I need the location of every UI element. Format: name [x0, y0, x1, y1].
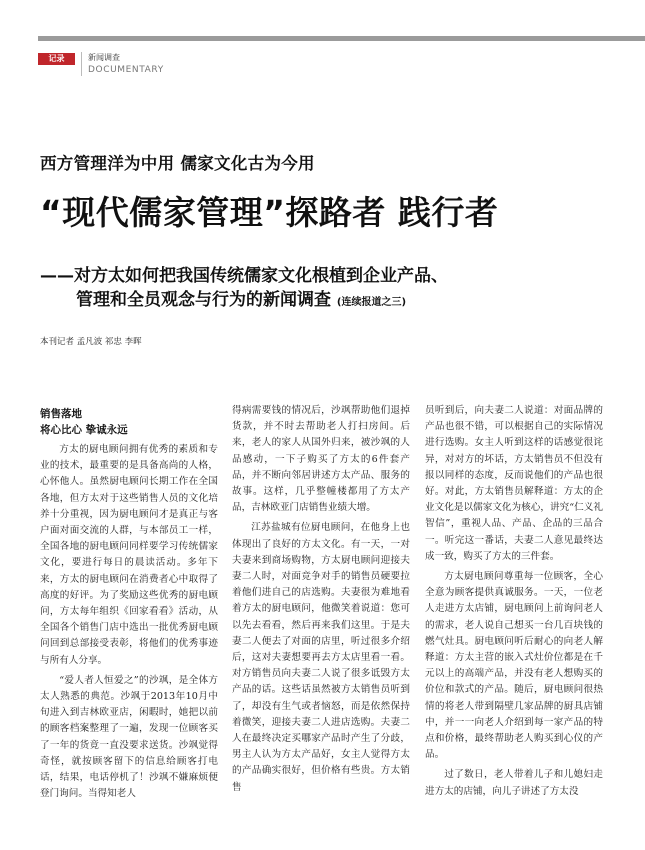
article-subtitle-line1: ——对方太如何把我国传统儒家文化根植到企业产品、	[40, 266, 448, 286]
section-badge: 记录	[38, 53, 75, 65]
paragraph: 员听到后，向夫妻二人说道：对面品牌的产品也很不错，可以根据自己的实际情况进行选购。女主人听到这样的话感觉很诧异，对对方的坏话，方太销售员不但没有报以同样的态度，反而说他们的产品也很好。对此，方太销售员解释道：方太的企业文化是以儒家文化为核心，讲究“仁义礼智信”，重视人品、产品、企品的三品合一。听完这一番话，夫妻二人意见最终达成一致，购买了方太的三件套。	[425, 405, 603, 562]
subtitle-main: 管理和全员观念与行为的新闻调查	[76, 290, 331, 310]
article-title: “现代儒家管理”探路者 践行者	[40, 193, 499, 232]
paragraph: 方太的厨电顾问拥有优秀的素质和专业的技术，最重要的是具备高尚的人格，心怀他人。虽然厨电顾问长期工作在全国各地，但方太对于这些销售人员的文化培养十分重视，因为厨电顾问才是真正与客户面对面交流的人群，与本部员工一样，全国各地的厨电顾问同样要学习传统儒家文化，要进行每日的晨读活动。多年下来，方太的厨电顾问在消费者心中取得了高度的好评。为了奖励这些优秀的厨电顾问，方太每年组织《回家看看》活动，从全国各个销售门店中选出一批优秀厨电顾问回到总部接受表彰，将他们的优秀事迹与所有人分享。	[40, 444, 218, 666]
paragraph: 方太厨电顾问尊重每一位顾客，全心全意为顾客提供真诚服务。一天，一位老人走进方太店铺，厨电顾问上前询问老人的需求，老人说自己想买一台几百块钱的燃气灶具。厨电顾问听后耐心的向老人解释道：方太主营的嵌入式灶价位都是在千元以上的高端产品，并没有老人想购买的价位和款式的产品。随后，厨电顾问很热情的将老人带到隔壁几家品牌的厨具店铺中，并一一向老人介绍到每一家产品的特点和价格，最终帮助老人购买到心仪的产品。	[425, 571, 603, 761]
paragraph: “爱人者人恒爱之”的沙飒，是全体方太人熟悉的典范。沙飒于2013年10月中旬进入到吉林欧亚店，闲暇时，她把以前的顾客档案整理了一遍，发现一位顾客买了一年的货竟一直没要求送货。沙飒觉得奇怪，就按顾客留下的信息给顾客打电话，结果，电话停机了！沙飒不嫌麻烦便登门询问。当得知老人	[40, 674, 218, 800]
section-heading: 销售落地	[40, 408, 82, 420]
section-label-cn: 新闻调查	[88, 53, 120, 62]
paragraph: 江苏盐城有位厨电顾问，在他身上也体现出了良好的方太文化。有一天，一对夫妻来到商场购物，方太厨电顾问迎接夫妻二人时，对面竞争对手的销售员硬要拉着他们进自己的店选购。夫妻很为难地看着方太的厨电顾问，他微笑着说道：您可以先去看看，然后再来我们这里。于是夫妻二人便去了对面的店里，听过很多介绍后，这对夫妻想要再去方太店里看一看。对方销售员向夫妻二人说了很多诋毁方太产品的话。这些话虽然被方太销售员听到了，却没有生气或者恼怒，而是依然保持着微笑，迎接夫妻二人进店选购。夫妻二人在最终决定买哪家产品时产生了分歧，男主人认为方太产品好，女主人觉得方太的产品确实很好，但价格有些贵。方太销售	[232, 522, 410, 793]
column-1	[40, 407, 218, 802]
header-rule	[38, 36, 645, 41]
column-3	[425, 403, 603, 800]
article-subtitle-line2	[76, 285, 406, 310]
section-subheading: 将心比心 挚诚永远	[40, 424, 128, 436]
section-label-en: DOCUMENTARY	[88, 65, 164, 75]
article-byline: 本刊记者 孟凡波 祁忠 李晖	[40, 337, 142, 347]
paragraph: 过了数日，老人带着儿子和儿媳妇走进方太的店铺，向儿子讲述了方太没	[425, 769, 603, 797]
paragraph: 得病需要钱的情况后，沙飒帮助他们退掉货款，并不时去帮助老人打扫房间。后来，老人的家人从国外归来，被沙飒的人品感动，一下子购买了方太的6件套产品，并不断向邻居讲述方太产品、服务的故事。这样，几乎整幢楼都用了方太产品，吉林欧亚门店销售业绩大增。	[232, 405, 410, 514]
column-2	[232, 403, 410, 796]
subtitle-note: (连续报道之三)	[336, 297, 407, 308]
section-divider	[81, 52, 82, 76]
article-kicker: 西方管理洋为中用 儒家文化古为今用	[40, 154, 315, 173]
